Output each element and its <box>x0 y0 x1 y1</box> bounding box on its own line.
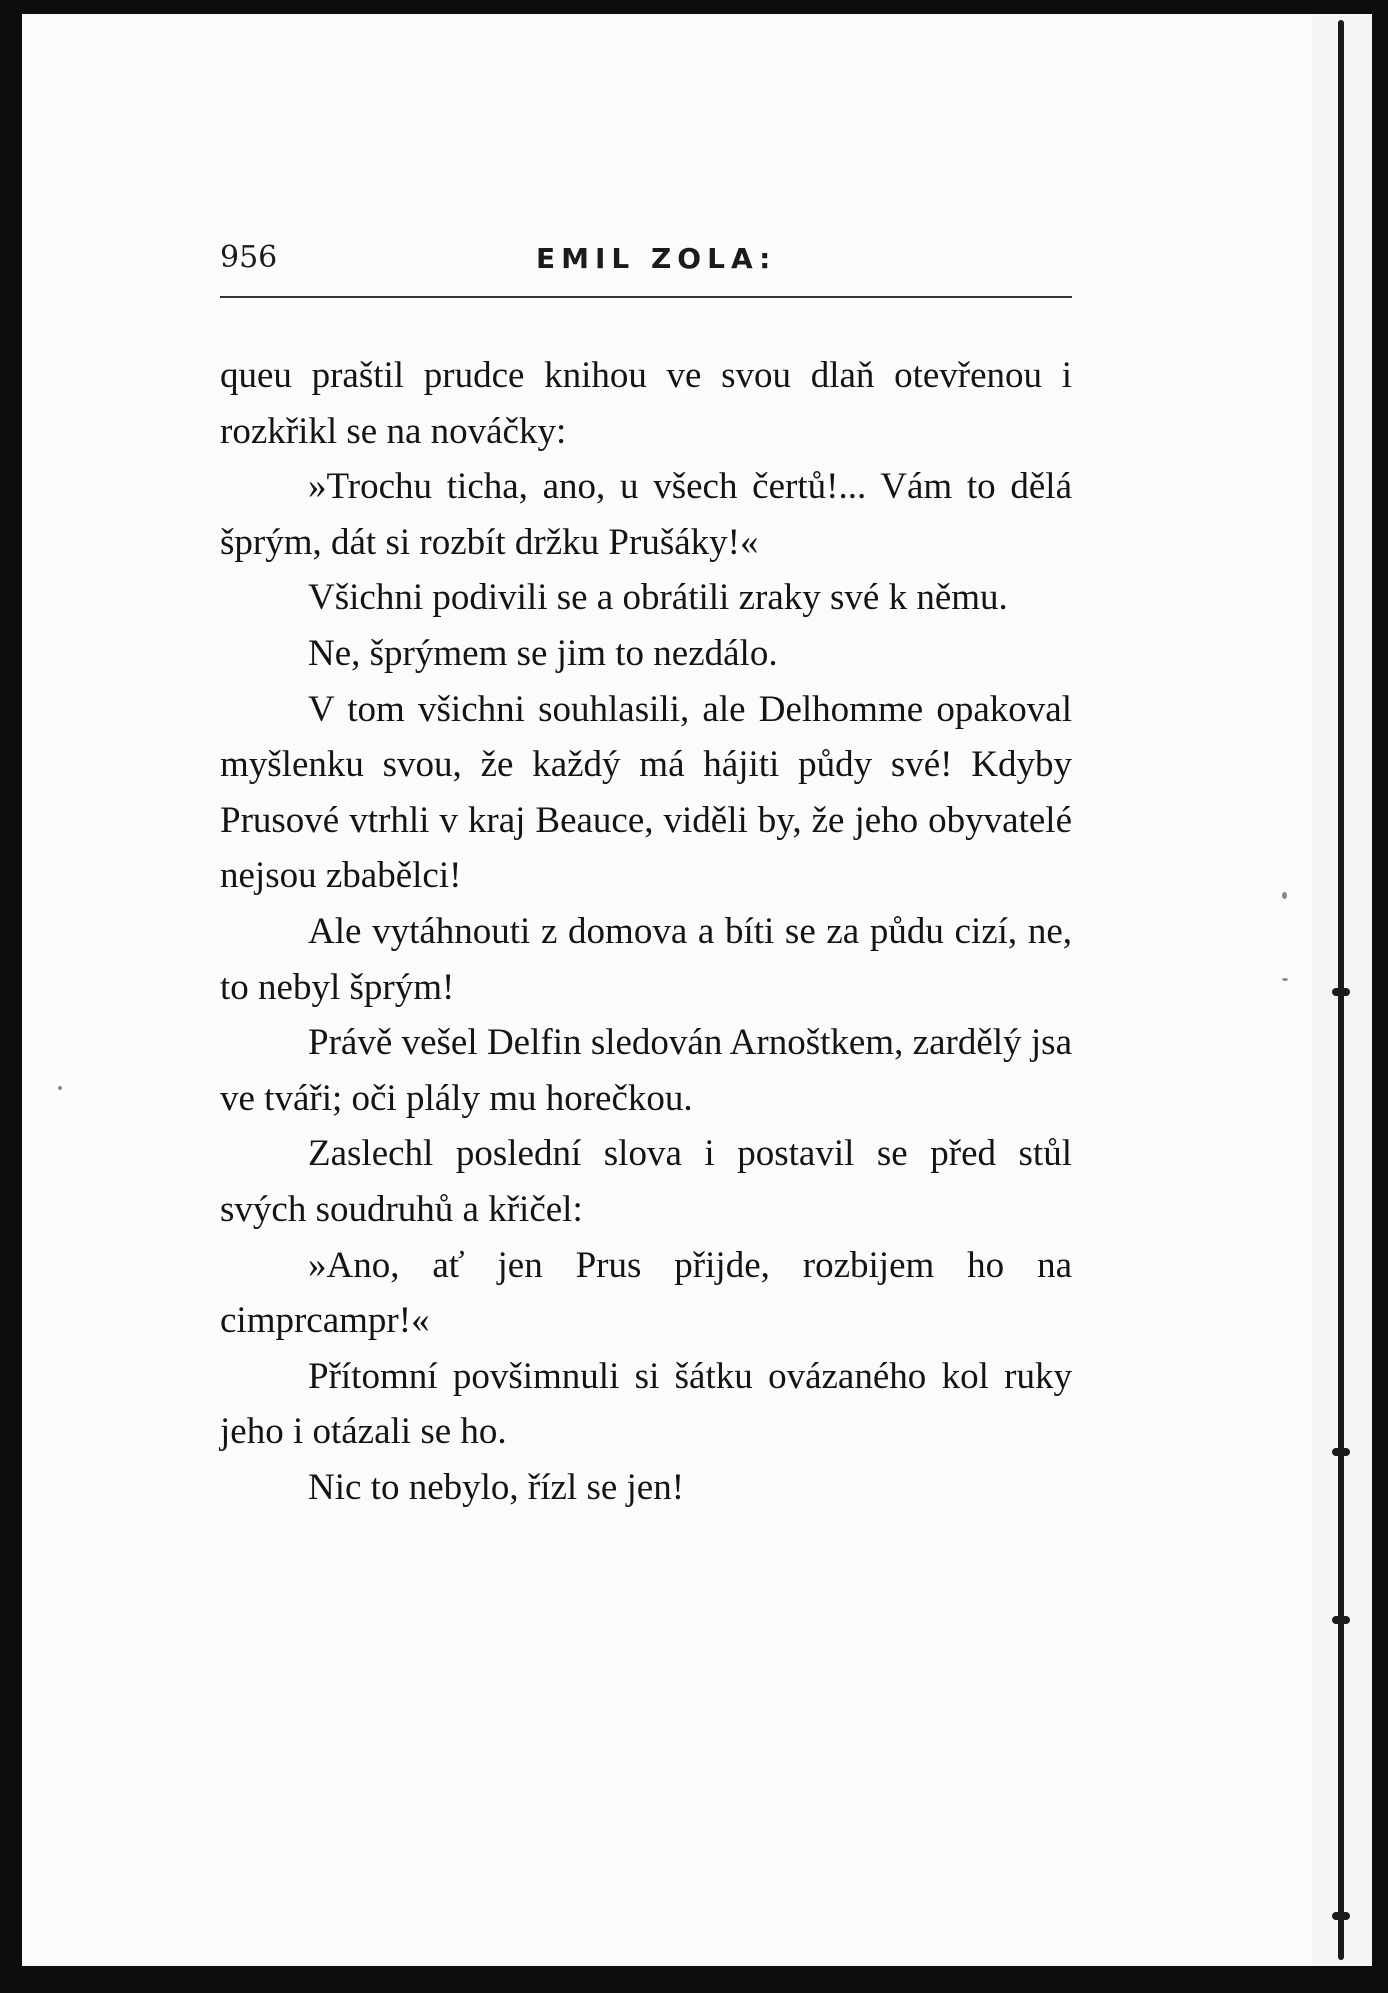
binding-stitch <box>1332 1448 1350 1456</box>
binding-stitch <box>1332 1912 1350 1920</box>
binding-stitch <box>1332 988 1350 996</box>
paragraph: Ale vytáhnouti z domova a bíti se za půdu cizí, ne, to nebyl šprým! <box>220 910 1072 1008</box>
binding-stitch <box>1332 1616 1350 1624</box>
paragraph: »Trochu ticha, ano, u všech čertů!... Vám to dělá šprým, dát si rozbít držku Prušáky!« <box>220 466 1072 563</box>
paragraph: queu praštil prudce knihou ve svou dlaň otevřenou i rozkřikl se na nováčky: <box>220 355 1072 452</box>
header-rule <box>220 296 1072 298</box>
paragraph: Ne, šprýmem se jim to nezdálo. <box>308 632 778 674</box>
paragraph: Nic to nebylo, řízl se jen! <box>308 1466 685 1508</box>
paper-speck <box>58 1086 62 1090</box>
page-number: 956 <box>220 240 278 275</box>
paper-speck <box>1282 978 1288 981</box>
paragraph: Všichni podivili se a obrátili zraky své k němu. <box>308 577 1008 619</box>
paragraph: »Ano, ať jen Prus přijde, rozbijem ho na cimprcampr!« <box>220 1244 1072 1342</box>
paragraph: Právě vešel Delfin sledován Arnoštkem, zardělý jsa ve tváři; oči plály mu horečkou. <box>220 1022 1072 1119</box>
paragraph: Přítomní povšimnuli si šátku ovázaného kol ruky jeho i otázali se ho. <box>220 1355 1072 1453</box>
running-head <box>220 238 1072 288</box>
paragraph: Zaslechl poslední slova i postavil se před stůl svých soudruhů a křičel: <box>220 1133 1072 1230</box>
paper-speck <box>1282 892 1287 899</box>
running-title: EMIL ZOLA: <box>536 242 777 275</box>
body-text <box>220 348 1072 1515</box>
paragraph: V tom všichni souhlasili, ale Delhomme opakoval myšlenku svou, že každý má hájiti půdy své! Kdyby Prusové vtrhli v kraj Beauce, viděli by, že jeho obyvatelé nejsou zbabělci! <box>220 688 1072 897</box>
